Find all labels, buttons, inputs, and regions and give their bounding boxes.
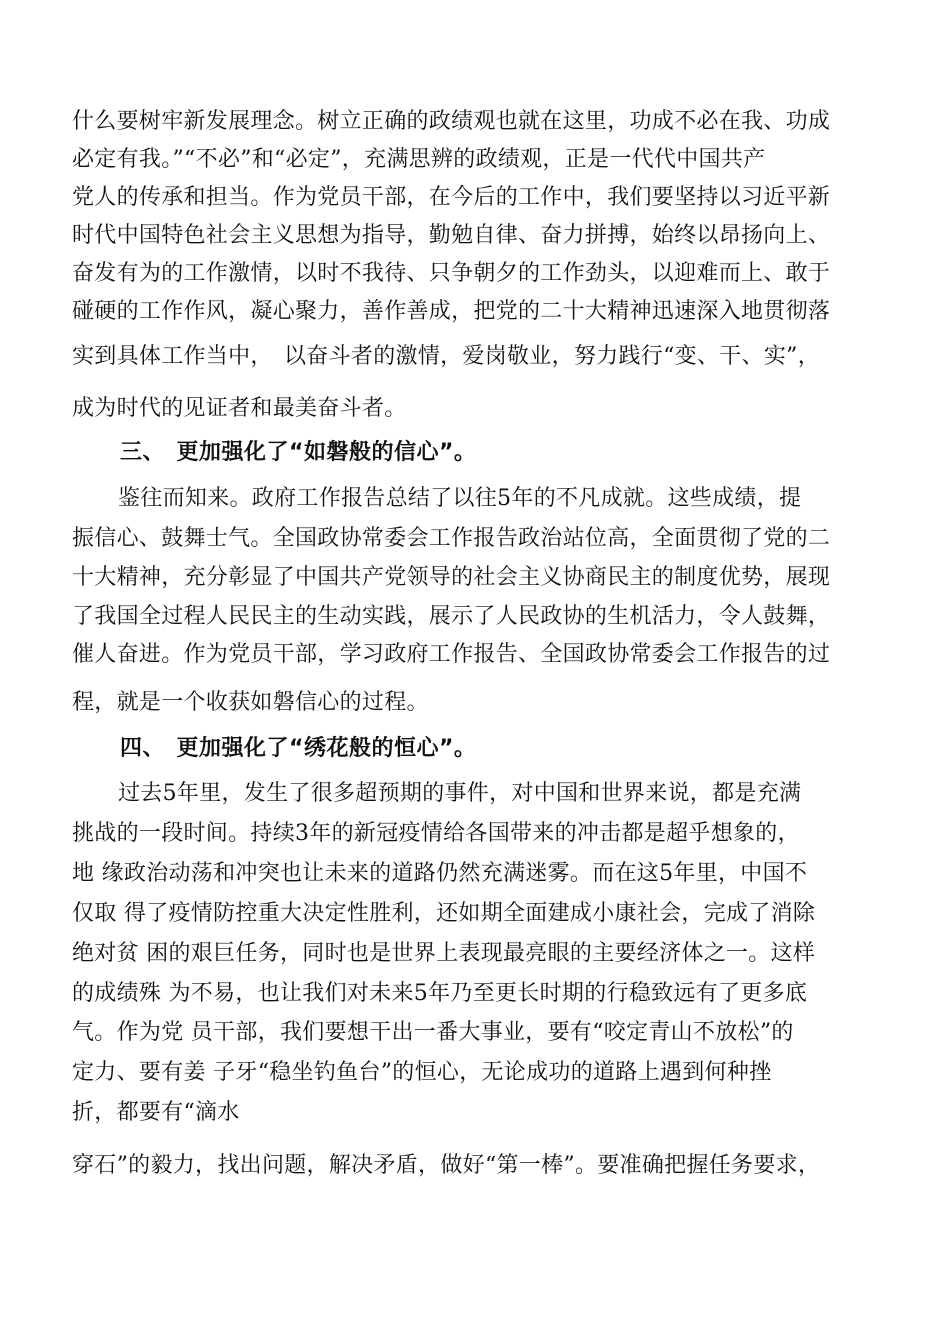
body-line: 时代中国特色社会主义思想为指导，勤勉自律、奋力拼搏，始终以昂扬向上、: [72, 223, 831, 248]
body-line: 穿石”的毅力，找出问题，解决矛盾，做好“第一棒”。要准确把握任务要求，: [72, 1153, 821, 1178]
body-line: 必定有我。”“不必”和“必定”，充满思辨的政绩观，正是一代代中国共产: [72, 147, 766, 172]
body-line: 奋发有为的工作激情，以时不我待、只争朝夕的工作劲头，以迎难而上、敢于: [72, 261, 831, 286]
body-line: 鉴往而知来。政府工作报告总结了以往5年的不凡成就。这些成绩，提: [118, 486, 802, 511]
body-line: 气。作为党 员干部，我们要想干出一番大事业，要有“咬定青山不放松”的: [72, 1020, 794, 1045]
body-line: 振信心、鼓舞士气。全国政协常委会工作报告政治站位高，全面贯彻了党的二: [72, 526, 831, 551]
section-heading-4: 四、 更加强化了“绣花般的恒心”。: [120, 736, 477, 761]
body-line: 实到具体工作当中， 以奋斗者的激情，爱岗敬业，努力践行“变、干、实”，: [72, 344, 820, 369]
body-line: 挑战的一段时间。持续3年的新冠疫情给各国带来的冲击都是超乎想象的，: [72, 821, 800, 846]
section-heading-3: 三、 更加强化了“如磐般的信心”。: [120, 440, 477, 465]
body-line: 了我国全过程人民民主的生动实践，展示了人民政协的生机活力，令人鼓舞，: [72, 604, 831, 629]
body-line: 催人奋进。作为党员干部，学习政府工作报告、全国政协常委会工作报告的过: [72, 642, 831, 667]
body-line: 什么要树牢新发展理念。树立正确的政绩观也就在这里，功成不必在我、功成: [72, 109, 831, 134]
body-line: 仅取 得了疫情防控重大决定性胜利，还如期全面建成小康社会，完成了消除: [72, 901, 816, 926]
body-line: 的成绩殊 为不易，也让我们对未来5年乃至更长时期的行稳致远有了更多底: [72, 981, 808, 1006]
body-line: 折，都要有“滴水: [72, 1100, 240, 1125]
body-line: 成为时代的见证者和最美奋斗者。: [72, 396, 407, 421]
body-line: 地 缘政治动荡和冲突也让未来的道路仍然充满迷雾。而在这5年里，中国不: [72, 861, 808, 886]
body-line: 十大精神，充分彰显了中国共产党领导的社会主义协商民主的制度优势，展现: [72, 565, 831, 590]
body-line: 定力、要有姜 子牙“稳坐钓鱼台”的恒心，无论成功的道路上遇到何种挫: [72, 1060, 772, 1085]
body-line: 程，就是一个收获如磐信心的过程。: [72, 690, 429, 715]
body-line: 过去5年里，发生了很多超预期的事件，对中国和世界来说，都是充满: [118, 781, 802, 806]
body-line: 党人的传承和担当。作为党员干部，在今后的工作中，我们要坚持以习近平新: [72, 185, 831, 210]
body-line: 绝对贫 困的艰巨任务，同时也是世界上表现最亮眼的主要经济体之一。这样: [72, 941, 816, 966]
body-line: 碰硬的工作作风，凝心聚力，善作善成，把党的二十大精神迅速深入地贯彻落: [72, 299, 831, 324]
